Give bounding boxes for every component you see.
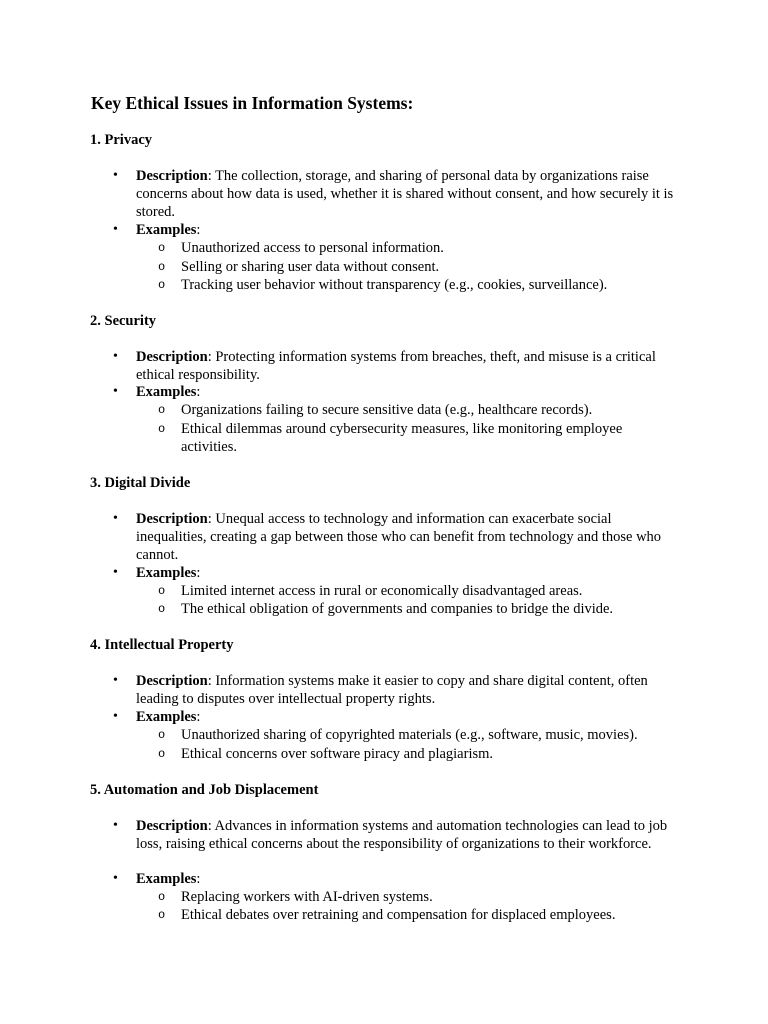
sub-bullet-icon: o [158, 278, 166, 292]
example-list-item [158, 420, 681, 456]
description-item [113, 348, 681, 384]
description-item [113, 167, 681, 221]
sub-bullet-icon: o [158, 422, 166, 436]
description-text: : The collection, storage, and sharing of personal data by organizations raise concerns about how data is used, whether it is shared without consent, and how securely it is stored. [136, 168, 674, 220]
examples-item [113, 870, 681, 888]
bullet-icon: • [113, 349, 118, 364]
example-list-item [158, 239, 681, 257]
example-list-item [158, 582, 681, 600]
bullet-icon: • [113, 168, 118, 183]
section-heading-digital-divide: 3. Digital Divide [90, 475, 191, 491]
example-list-item [158, 906, 681, 924]
description-item [113, 672, 681, 708]
examples-label: Examples [136, 709, 197, 725]
example-text: Unauthorized sharing of copyrighted materials (e.g., software, music, movies). [181, 727, 638, 743]
section-heading-privacy: 1. Privacy [90, 132, 153, 148]
examples-label: Examples [136, 384, 197, 400]
bullet-icon: • [113, 818, 118, 833]
example-text: Ethical dilemmas around cybersecurity measures, like monitoring employee activities. [181, 421, 623, 455]
examples-colon: : [196, 222, 201, 238]
bullet-icon: • [113, 384, 118, 399]
sub-bullet-icon: o [158, 241, 166, 255]
sub-bullet-icon: o [158, 890, 166, 904]
example-text: The ethical obligation of governments and companies to bridge the divide. [181, 601, 614, 617]
examples-colon: : [196, 871, 201, 887]
example-text: Limited internet access in rural or economically disadvantaged areas. [181, 583, 583, 599]
section-heading-intellectual-property: 4. Intellectual Property [90, 637, 234, 653]
example-text: Selling or sharing user data without consent. [181, 259, 440, 275]
examples-colon: : [196, 709, 201, 725]
bullet-icon: • [113, 673, 118, 688]
description-label: Description [136, 349, 208, 365]
sub-bullet-icon: o [158, 747, 166, 761]
examples-colon: : [196, 384, 201, 400]
bullet-icon: • [113, 565, 118, 580]
description-item [113, 817, 681, 853]
section-heading-automation: 5. Automation and Job Displacement [90, 782, 319, 798]
bullet-icon: • [113, 222, 118, 237]
example-list-item [158, 600, 681, 618]
description-text: : Information systems make it easier to copy and share digital content, often leading to disputes over intellectual property rights. [136, 673, 648, 707]
example-text: Replacing workers with AI-driven systems. [181, 889, 433, 905]
sub-bullet-icon: o [158, 260, 166, 274]
example-list-item [158, 726, 681, 744]
example-list-item [158, 401, 681, 419]
description-text: : Unequal access to technology and information can exacerbate social inequalities, creating a gap between those who can benefit from technology and those who cannot. [136, 511, 662, 563]
examples-colon: : [196, 565, 201, 581]
example-list-item [158, 258, 681, 276]
example-text: Ethical concerns over software piracy and plagiarism. [181, 746, 494, 762]
example-list-item [158, 745, 681, 763]
example-text: Organizations failing to secure sensitive data (e.g., healthcare records). [181, 402, 593, 418]
bullet-icon: • [113, 871, 118, 886]
sub-bullet-icon: o [158, 403, 166, 417]
examples-item [113, 708, 681, 726]
document-title: Key Ethical Issues in Information Systems: [91, 93, 414, 113]
description-text: : Protecting information systems from breaches, theft, and misuse is a critical ethical responsibility. [136, 349, 656, 383]
example-list-item [158, 276, 681, 294]
bullet-icon: • [113, 511, 118, 526]
examples-item [113, 383, 681, 401]
description-label: Description [136, 511, 208, 527]
description-label: Description [136, 673, 208, 689]
bullet-icon: • [113, 709, 118, 724]
sub-bullet-icon: o [158, 908, 166, 922]
examples-item [113, 564, 681, 582]
sub-bullet-icon: o [158, 584, 166, 598]
description-text: : Advances in information systems and automation technologies can lead to job loss, raising ethical concerns about the responsibility of organizations to their workforce. [136, 818, 668, 852]
examples-label: Examples [136, 565, 197, 581]
examples-label: Examples [136, 871, 197, 887]
examples-item [113, 221, 681, 239]
example-list-item [158, 888, 681, 906]
description-label: Description [136, 818, 208, 834]
sub-bullet-icon: o [158, 602, 166, 616]
section-heading-security: 2. Security [90, 313, 157, 329]
sub-bullet-icon: o [158, 728, 166, 742]
example-text: Tracking user behavior without transparency (e.g., cookies, surveillance). [181, 277, 608, 293]
example-text: Ethical debates over retraining and compensation for displaced employees. [181, 907, 616, 923]
examples-label: Examples [136, 222, 197, 238]
description-label: Description [136, 168, 208, 184]
example-text: Unauthorized access to personal information. [181, 240, 444, 256]
description-item [113, 510, 681, 564]
